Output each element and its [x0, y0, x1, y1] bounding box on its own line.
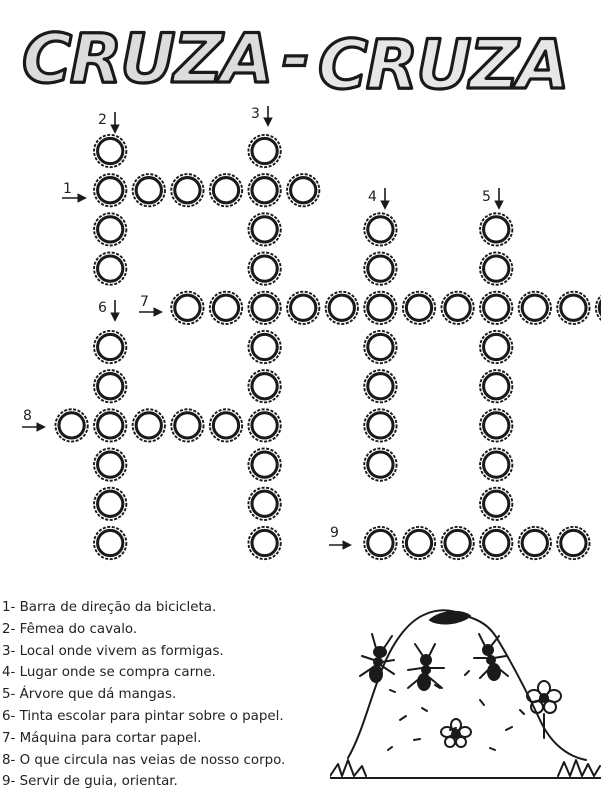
svg-text:2: 2: [98, 112, 107, 128]
crossword-cell[interactable]: [480, 409, 512, 441]
anthill-hole: [430, 612, 470, 624]
crossword-cell[interactable]: [171, 409, 203, 441]
clue-number-8: [22, 408, 44, 427]
ant-icon: [408, 644, 444, 690]
svg-text:7: 7: [140, 294, 149, 310]
svg-text:8: 8: [23, 408, 32, 424]
clue-6: 6- Tinta escolar para pintar sobre o papel.: [2, 708, 284, 724]
crossword-cell[interactable]: [94, 448, 126, 480]
crossword-cell[interactable]: [248, 331, 280, 363]
crossword-cell[interactable]: [519, 292, 551, 324]
crossword-cell[interactable]: [133, 409, 165, 441]
anthill-illustration: [330, 580, 601, 800]
crossword-cell[interactable]: [248, 527, 280, 559]
clue-list: [2, 597, 342, 793]
crossword-cell[interactable]: [171, 174, 203, 206]
crossword-cell[interactable]: [403, 527, 435, 559]
crossword-cell[interactable]: [248, 174, 280, 206]
crossword-cell[interactable]: [210, 409, 242, 441]
crossword-cell[interactable]: [326, 292, 358, 324]
clue-number-1: [62, 181, 85, 198]
crossword-cell[interactable]: [55, 409, 87, 441]
grass: [330, 760, 600, 776]
crossword-cell[interactable]: [364, 292, 396, 324]
flower-icon: [441, 719, 471, 747]
crossword-cell[interactable]: [480, 448, 512, 480]
svg-text:1: 1: [63, 181, 72, 197]
crossword-cell[interactable]: [248, 213, 280, 245]
crossword-cell[interactable]: [480, 213, 512, 245]
clue-number-6: [98, 300, 115, 320]
crossword-cell[interactable]: [480, 527, 512, 559]
svg-text:3: 3: [251, 106, 260, 122]
clue-3: 3- Local onde vivem as formigas.: [2, 643, 224, 659]
clue-4: 4- Lugar onde se compra carne.: [2, 665, 216, 681]
svg-text:4: 4: [368, 189, 377, 205]
clue-number-2: [98, 112, 115, 132]
clue-number-9: [329, 525, 350, 545]
crossword-cell[interactable]: [210, 174, 242, 206]
crossword-cell[interactable]: [248, 135, 280, 167]
crossword-cell[interactable]: [248, 409, 280, 441]
crossword-cell[interactable]: [596, 292, 601, 324]
crossword-cell[interactable]: [480, 331, 512, 363]
crossword-cell[interactable]: [364, 370, 396, 402]
title-left: CRUZA: [22, 20, 272, 99]
clue-number-4: [368, 188, 385, 208]
crossword-cell[interactable]: [210, 292, 242, 324]
ant-icon: [360, 634, 394, 682]
clue-number-5: [482, 188, 499, 208]
crossword-cell[interactable]: [403, 292, 435, 324]
crossword-cell[interactable]: [364, 331, 396, 363]
crossword-cell[interactable]: [364, 213, 396, 245]
clue-number-7: [139, 294, 161, 312]
ant-icon: [474, 634, 508, 680]
clue-5: 5- Árvore que dá mangas.: [2, 687, 177, 703]
crossword-cell[interactable]: [94, 370, 126, 402]
svg-text:6: 6: [98, 300, 107, 316]
crossword-cell[interactable]: [133, 174, 165, 206]
crossword-cell[interactable]: [287, 174, 319, 206]
crossword-cell[interactable]: [364, 252, 396, 284]
crossword-cell[interactable]: [94, 213, 126, 245]
clue-9: 9- Servir de guia, orientar.: [2, 774, 178, 790]
crossword-cell[interactable]: [364, 448, 396, 480]
crossword-cell[interactable]: [441, 292, 473, 324]
crossword-cell[interactable]: [557, 527, 589, 559]
clue-7: 7- Máquina para cortar papel.: [2, 730, 202, 746]
crossword-cell[interactable]: [94, 527, 126, 559]
crossword-cell[interactable]: [171, 292, 203, 324]
clue-2: 2- Fêmea do cavalo.: [2, 621, 138, 637]
crossword-cell[interactable]: [94, 135, 126, 167]
clue-1: 1- Barra de direção da bicicleta.: [2, 600, 217, 615]
crossword-cell[interactable]: [94, 488, 126, 520]
crossword-cell[interactable]: [519, 527, 551, 559]
crossword-cell[interactable]: [480, 370, 512, 402]
crossword-cell[interactable]: [557, 292, 589, 324]
clue-number-3: [251, 106, 268, 125]
crossword-cell[interactable]: [480, 292, 512, 324]
svg-text:9: 9: [330, 525, 339, 541]
title-dash: -: [282, 18, 309, 97]
crossword-cell[interactable]: [364, 409, 396, 441]
crossword-cell[interactable]: [94, 252, 126, 284]
crossword-cell[interactable]: [248, 370, 280, 402]
clue-8: 8- O que circula nas veias de nosso corpo.: [2, 752, 286, 768]
crossword-cell[interactable]: [441, 527, 473, 559]
svg-text:5: 5: [482, 189, 491, 205]
title-right: CRUZA: [318, 26, 568, 100]
crossword-cell[interactable]: [480, 488, 512, 520]
crossword-cell[interactable]: [248, 488, 280, 520]
crossword-cell[interactable]: [94, 174, 126, 206]
crossword-cell[interactable]: [364, 527, 396, 559]
crossword-cell[interactable]: [480, 252, 512, 284]
flower-icon: [527, 681, 561, 738]
crossword-cell[interactable]: [94, 331, 126, 363]
crossword-cell[interactable]: [287, 292, 319, 324]
crossword-cell[interactable]: [94, 409, 126, 441]
crossword-cell[interactable]: [248, 292, 280, 324]
crossword-cell[interactable]: [248, 252, 280, 284]
crossword-cell[interactable]: [248, 448, 280, 480]
